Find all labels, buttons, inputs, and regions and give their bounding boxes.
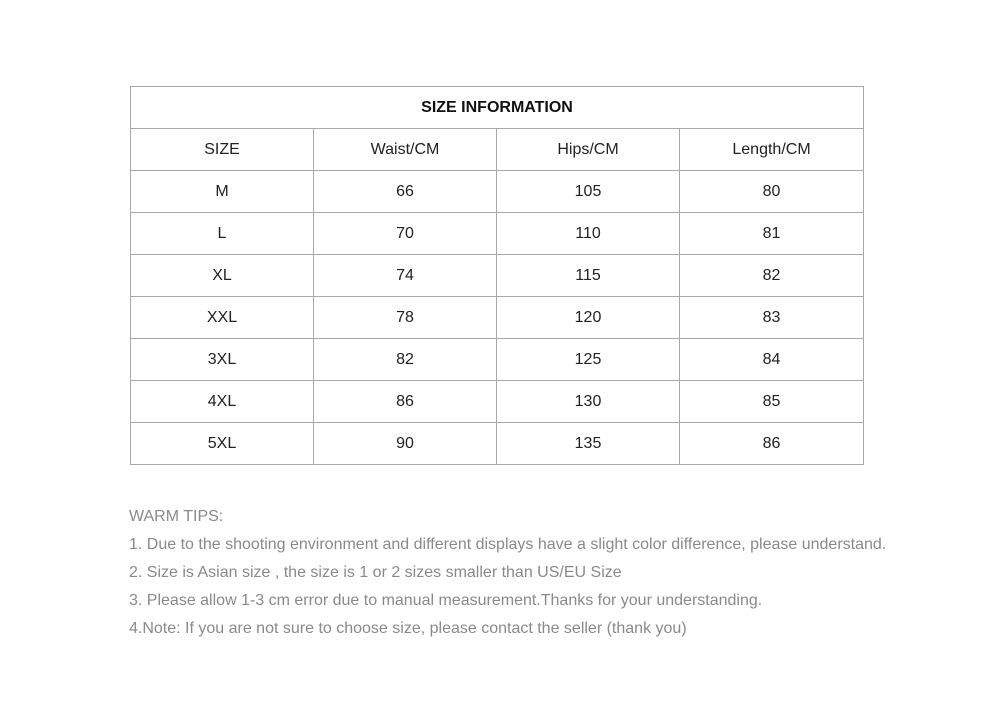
hips-cell: 125 <box>497 339 680 381</box>
header-waist: Waist/CM <box>314 129 497 171</box>
size-cell: L <box>131 213 314 255</box>
hips-cell: 105 <box>497 171 680 213</box>
size-cell: XL <box>131 255 314 297</box>
waist-cell: 74 <box>314 255 497 297</box>
table-row <box>131 213 864 255</box>
size-information-table <box>130 86 864 465</box>
hips-cell: 130 <box>497 381 680 423</box>
hips-cell: 110 <box>497 213 680 255</box>
length-cell: 86 <box>680 423 864 465</box>
size-cell: 3XL <box>131 339 314 381</box>
size-cell: M <box>131 171 314 213</box>
hips-cell: 135 <box>497 423 680 465</box>
size-cell: 5XL <box>131 423 314 465</box>
waist-cell: 70 <box>314 213 497 255</box>
length-cell: 85 <box>680 381 864 423</box>
tip-line: 2. Size is Asian size , the size is 1 or 2 sizes smaller than US/EU Size <box>129 564 622 581</box>
waist-cell: 86 <box>314 381 497 423</box>
waist-cell: 66 <box>314 171 497 213</box>
header-hips: Hips/CM <box>497 129 680 171</box>
table-row <box>131 297 864 339</box>
table-row <box>131 339 864 381</box>
table-row <box>131 255 864 297</box>
tip-line: 3. Please allow 1-3 cm error due to manual measurement.Thanks for your understanding. <box>129 592 763 609</box>
hips-cell: 115 <box>497 255 680 297</box>
length-cell: 80 <box>680 171 864 213</box>
waist-cell: 90 <box>314 423 497 465</box>
table-row <box>131 423 864 465</box>
tip-line: 4.Note: If you are not sure to choose size, please contact the seller (thank you) <box>129 620 687 637</box>
table-title: SIZE INFORMATION <box>131 87 864 129</box>
table-row <box>131 381 864 423</box>
waist-cell: 78 <box>314 297 497 339</box>
tip-line: 1. Due to the shooting environment and different displays have a slight color difference, please understand. <box>129 536 887 553</box>
length-cell: 81 <box>680 213 864 255</box>
length-cell: 84 <box>680 339 864 381</box>
waist-cell: 82 <box>314 339 497 381</box>
size-cell: XXL <box>131 297 314 339</box>
table-header-row <box>131 129 864 171</box>
size-cell: 4XL <box>131 381 314 423</box>
warm-tips <box>129 506 989 646</box>
length-cell: 82 <box>680 255 864 297</box>
hips-cell: 120 <box>497 297 680 339</box>
warm-tips-heading: WARM TIPS: <box>129 508 224 525</box>
table-row <box>131 171 864 213</box>
length-cell: 83 <box>680 297 864 339</box>
header-length: Length/CM <box>680 129 864 171</box>
header-size: SIZE <box>131 129 314 171</box>
table-title-row <box>131 87 864 129</box>
